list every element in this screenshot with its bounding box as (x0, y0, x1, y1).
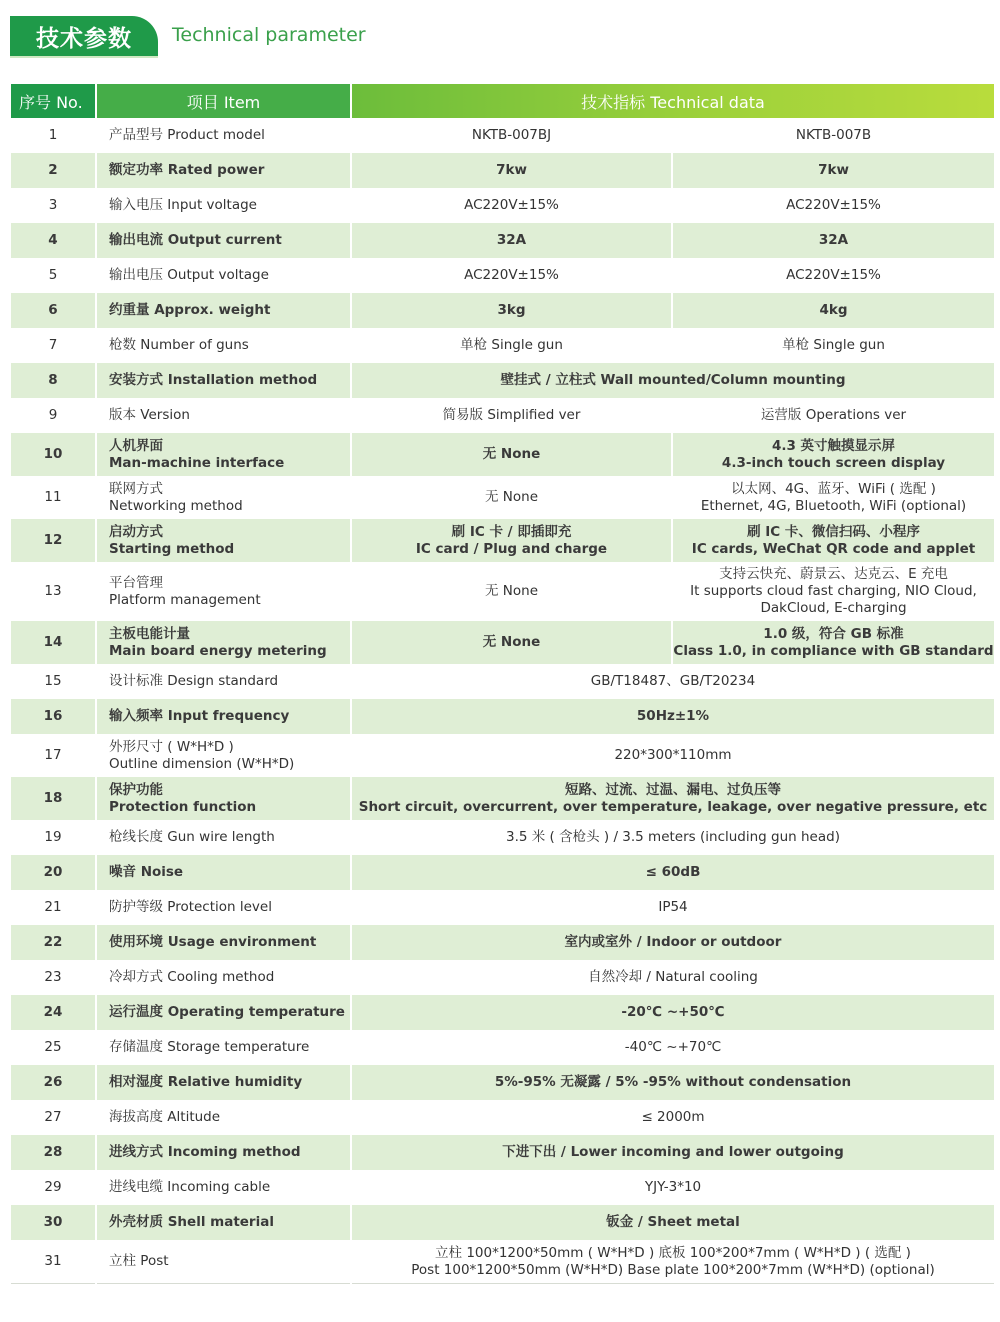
row-value-bj (351, 223, 672, 258)
row-value-bj-line: 刷 IC 卡 / 即插即充 (451, 523, 572, 540)
row-value-b-line: 4.3-inch touch screen display (721, 454, 946, 471)
row-item (96, 363, 351, 398)
table-row (11, 1170, 994, 1205)
row-value (351, 890, 994, 925)
row-value-line: YJY-3*10 (644, 1179, 702, 1195)
header-item: 项目 Item (96, 84, 351, 118)
row-value (351, 1240, 994, 1284)
row-item (96, 664, 351, 699)
row-item-line: 防护等级 Protection level (109, 899, 272, 915)
table-row (11, 398, 994, 433)
row-value-bj-line: IC card / Plug and charge (415, 540, 608, 557)
row-value (351, 1065, 994, 1100)
row-value-line: IP54 (658, 899, 688, 915)
row-item-line: 进线方式 Incoming method (109, 1144, 301, 1160)
row-item-line: 设计标准 Design standard (109, 673, 279, 689)
row-item (96, 995, 351, 1030)
row-number: 1 (11, 118, 96, 153)
row-value-b (672, 258, 994, 293)
row-number: 29 (11, 1170, 96, 1205)
table-row (11, 118, 994, 153)
row-value-b-line: NKTB-007B (795, 127, 872, 143)
row-item-line: 立柱 Post (109, 1253, 169, 1269)
row-number: 8 (11, 363, 96, 398)
row-value-line: 50Hz±1% (636, 708, 710, 724)
row-number: 16 (11, 699, 96, 734)
row-item (96, 562, 351, 621)
row-value-b (672, 328, 994, 363)
table-row (11, 1240, 994, 1284)
row-value (351, 995, 994, 1030)
row-value-b-line: Ethernet, 4G, Bluetooth, WiFi (optional) (700, 497, 967, 514)
table-row (11, 293, 994, 328)
row-item (96, 293, 351, 328)
row-value-b-line: AC220V±15% (786, 197, 881, 213)
row-value (351, 1100, 994, 1135)
row-number: 4 (11, 223, 96, 258)
header-no: 序号 No. (11, 84, 96, 118)
row-value-line: 220*300*110mm (614, 747, 732, 763)
table-row (11, 664, 994, 699)
row-item (96, 734, 351, 777)
row-item-line: Platform management (109, 591, 261, 608)
row-value-b-line: 单枪 Single gun (782, 337, 885, 353)
row-value-b (672, 476, 994, 519)
row-item-line: 版本 Version (109, 407, 190, 423)
row-item-line: 外壳材质 Shell material (109, 1214, 274, 1230)
row-item (96, 1065, 351, 1100)
row-number: 22 (11, 925, 96, 960)
row-item (96, 258, 351, 293)
row-number: 15 (11, 664, 96, 699)
row-item (96, 476, 351, 519)
row-value (351, 1135, 994, 1170)
row-value-line: ≤ 60dB (645, 864, 701, 880)
row-value-bj (351, 398, 672, 433)
table-row (11, 433, 994, 476)
row-value-line: Short circuit, overcurrent, over temperature, leakage, over negative pressure, etc (358, 798, 988, 815)
row-value-b (672, 153, 994, 188)
row-value-line: Post 100*1200*50mm (W*H*D) Base plate 100*200*7mm (W*H*D) (optional) (411, 1261, 935, 1278)
row-number: 2 (11, 153, 96, 188)
row-item-line: 平台管理 (109, 574, 163, 591)
row-value-bj (351, 328, 672, 363)
row-value-bj-line: 单枪 Single gun (460, 337, 563, 353)
row-number: 18 (11, 777, 96, 820)
row-item (96, 433, 351, 476)
row-value-line: 壁挂式 / 立柱式 Wall mounted/Column mounting (500, 372, 846, 388)
row-value (351, 820, 994, 855)
row-item (96, 960, 351, 995)
row-value-b (672, 293, 994, 328)
row-number: 10 (11, 433, 96, 476)
row-value-b-line: 支持云快充、蔚景云、达克云、E 充电 (719, 566, 948, 582)
row-item (96, 699, 351, 734)
row-item-line: 联网方式 (109, 480, 163, 497)
row-item-line: 保护功能 (109, 781, 163, 798)
row-item-line: 海拔高度 Altitude (109, 1109, 221, 1125)
row-value-bj-line: 简易版 Simplified ver (442, 407, 581, 423)
row-value-bj (351, 621, 672, 664)
row-value-b-line: 4.3 英寸触摸显示屏 (771, 437, 896, 454)
row-value-line: -20℃ ~+50℃ (621, 1004, 725, 1020)
row-value-bj-line: 7kw (496, 162, 527, 178)
row-value-bj (351, 153, 672, 188)
row-item-line: Starting method (109, 540, 235, 557)
row-item (96, 925, 351, 960)
table-row (11, 476, 994, 519)
row-number: 6 (11, 293, 96, 328)
row-number: 12 (11, 519, 96, 562)
row-number: 28 (11, 1135, 96, 1170)
row-value-bj-line: 32A (496, 232, 527, 248)
row-value-b (672, 562, 994, 621)
row-item-line: 产品型号 Product model (109, 127, 265, 143)
row-item-line: 存储温度 Storage temperature (109, 1039, 310, 1055)
row-value-b (672, 118, 994, 153)
table-body (11, 118, 994, 1284)
table-row (11, 960, 994, 995)
row-number: 14 (11, 621, 96, 664)
row-value (351, 1030, 994, 1065)
row-value-bj (351, 258, 672, 293)
row-item-line: 人机界面 (109, 437, 163, 454)
row-item (96, 1100, 351, 1135)
row-value-b-line: 4kg (819, 302, 848, 318)
row-item-line: Main board energy metering (109, 642, 327, 659)
table-row (11, 562, 994, 621)
row-item-line: 进线电缆 Incoming cable (109, 1179, 271, 1195)
table-row (11, 1135, 994, 1170)
row-value-b-line: 刷 IC 卡、微信扫码、小程序 (747, 523, 920, 540)
header-tech: 技术指标 Technical data (351, 84, 994, 118)
table-row (11, 995, 994, 1030)
row-item (96, 1135, 351, 1170)
row-value-b-line: DakCloud, E-charging (760, 600, 907, 616)
row-item-line: 冷却方式 Cooling method (109, 969, 275, 985)
row-item (96, 328, 351, 363)
table-row (11, 188, 994, 223)
table-row (11, 1030, 994, 1065)
row-number: 24 (11, 995, 96, 1030)
table-row (11, 519, 994, 562)
row-number: 5 (11, 258, 96, 293)
row-value-b-line: IC cards, WeChat QR code and applet (691, 540, 976, 557)
row-value (351, 960, 994, 995)
row-item-line: 运行温度 Operating temperature (109, 1004, 345, 1020)
row-item-line: Outline dimension (W*H*D) (109, 755, 295, 772)
row-value-b (672, 621, 994, 664)
row-number: 13 (11, 562, 96, 621)
row-number: 9 (11, 398, 96, 433)
row-value (351, 363, 994, 398)
row-value-bj-line: AC220V±15% (464, 197, 559, 213)
row-item (96, 188, 351, 223)
row-item-line: 输入频率 Input frequency (109, 708, 290, 724)
row-item-line: 输出电流 Output current (109, 232, 282, 248)
row-item-line: 输入电压 Input voltage (109, 197, 257, 213)
row-value-b-line: Class 1.0, in compliance with GB standard (673, 642, 994, 659)
row-value (351, 777, 994, 820)
table-row (11, 890, 994, 925)
row-item-line: Man-machine interface (109, 454, 285, 471)
row-item-line: 主板电能计量 (109, 625, 190, 642)
row-number: 23 (11, 960, 96, 995)
row-value-bj-line: 3kg (497, 302, 526, 318)
row-value-line: GB/T18487、GB/T20234 (590, 673, 756, 689)
row-item (96, 621, 351, 664)
row-item-line: 枪数 Number of guns (109, 337, 249, 353)
row-value-b (672, 223, 994, 258)
row-item (96, 519, 351, 562)
row-item-line: Protection function (109, 798, 257, 815)
row-value-line: 钣金 / Sheet metal (606, 1214, 740, 1230)
table-header-row (11, 84, 994, 118)
row-item (96, 1170, 351, 1205)
row-number: 19 (11, 820, 96, 855)
spec-table (11, 84, 994, 1284)
row-item-line: 枪线长度 Gun wire length (109, 829, 275, 845)
row-value-line: ≤ 2000m (641, 1109, 705, 1125)
row-value-bj (351, 476, 672, 519)
row-value-b (672, 433, 994, 476)
row-value-bj (351, 519, 672, 562)
row-value-b-line: AC220V±15% (786, 267, 881, 283)
row-item-line: 输出电压 Output voltage (109, 267, 269, 283)
row-item (96, 1030, 351, 1065)
section-header (10, 16, 610, 56)
row-value (351, 855, 994, 890)
table-row (11, 328, 994, 363)
row-item (96, 398, 351, 433)
row-value-bj-line: 无 None (482, 634, 541, 650)
row-item-line: 相对湿度 Relative humidity (109, 1074, 303, 1090)
table-row (11, 258, 994, 293)
row-item-line: 使用环境 Usage environment (109, 934, 317, 950)
row-value (351, 699, 994, 734)
row-item (96, 777, 351, 820)
row-value-line: 5%-95% 无凝露 / 5% -95% without condensation (494, 1074, 852, 1090)
row-number: 17 (11, 734, 96, 777)
row-value-line: 室内或室外 / Indoor or outdoor (564, 934, 782, 950)
row-value-bj-line: 无 None (482, 446, 541, 462)
row-item (96, 223, 351, 258)
row-item-line: 约重量 Approx. weight (109, 302, 271, 318)
table-row (11, 734, 994, 777)
row-value-b-line: 7kw (818, 162, 849, 178)
table-row (11, 153, 994, 188)
row-number: 26 (11, 1065, 96, 1100)
row-value-bj (351, 118, 672, 153)
row-value (351, 925, 994, 960)
table-row (11, 855, 994, 890)
row-value-line: 短路、过流、过温、漏电、过负压等 (565, 781, 781, 798)
row-number: 20 (11, 855, 96, 890)
row-number: 25 (11, 1030, 96, 1065)
table-row (11, 777, 994, 820)
row-item-line: 启动方式 (109, 523, 163, 540)
row-item (96, 890, 351, 925)
table-row (11, 1205, 994, 1240)
row-value-b-line: 以太网、4G、蓝牙、WiFi ( 选配 ) (731, 480, 936, 497)
row-item-line: 噪音 Noise (109, 864, 184, 880)
row-value-bj (351, 433, 672, 476)
row-value-bj-line: NKTB-007BJ (471, 127, 552, 143)
row-value-b-line: 1.0 级，符合 GB 标准 (763, 625, 904, 642)
row-value-bj (351, 188, 672, 223)
row-item (96, 118, 351, 153)
row-value-line: 下进下出 / Lower incoming and lower outgoing (502, 1144, 844, 1160)
row-value (351, 664, 994, 699)
row-item (96, 855, 351, 890)
row-value-b-line: 运营版 Operations ver (760, 407, 907, 423)
row-value-bj-line: AC220V±15% (464, 267, 559, 283)
title-cn: 技术参数 (36, 26, 132, 52)
row-item-line: 安装方式 Installation method (109, 372, 318, 388)
row-value (351, 1205, 994, 1240)
row-number: 27 (11, 1100, 96, 1135)
table-row (11, 925, 994, 960)
row-number: 11 (11, 476, 96, 519)
row-number: 3 (11, 188, 96, 223)
row-value-b-line: It supports cloud fast charging, NIO Cloud, (690, 583, 977, 599)
row-value-line: 3.5 米 ( 含枪头 ) / 3.5 meters (including gun head) (506, 829, 840, 845)
row-value (351, 734, 994, 777)
row-number: 7 (11, 328, 96, 363)
row-value-line: 立柱 100*1200*50mm ( W*H*D ) 底板 100*200*7mm ( W*H*D ) ( 选配 ) (435, 1244, 911, 1261)
row-item (96, 1205, 351, 1240)
row-item (96, 153, 351, 188)
title-en: Technical parameter (172, 24, 366, 46)
row-number: 31 (11, 1240, 96, 1284)
row-value-bj (351, 293, 672, 328)
row-item-line: Networking method (109, 497, 243, 514)
row-item-line: 外形尺寸 ( W*H*D ) (109, 738, 234, 755)
table-row (11, 699, 994, 734)
table-row (11, 1065, 994, 1100)
table-row (11, 363, 994, 398)
row-value-b (672, 519, 994, 562)
row-value-bj-line: 无 None (484, 489, 538, 505)
table-row (11, 820, 994, 855)
row-value (351, 1170, 994, 1205)
title-tab (10, 16, 158, 56)
table-row (11, 223, 994, 258)
row-item-line: 额定功率 Rated power (109, 162, 265, 178)
row-item (96, 820, 351, 855)
row-value-line: 自然冷却 / Natural cooling (588, 969, 758, 985)
row-value-bj-line: 无 None (484, 583, 538, 599)
row-value-b (672, 188, 994, 223)
row-number: 21 (11, 890, 96, 925)
row-value-line: -40℃ ~+70℃ (624, 1039, 722, 1055)
row-number: 30 (11, 1205, 96, 1240)
row-item (96, 1240, 351, 1284)
table-row (11, 1100, 994, 1135)
table-row (11, 621, 994, 664)
row-value-b-line: 32A (818, 232, 849, 248)
row-value-bj (351, 562, 672, 621)
row-value-b (672, 398, 994, 433)
